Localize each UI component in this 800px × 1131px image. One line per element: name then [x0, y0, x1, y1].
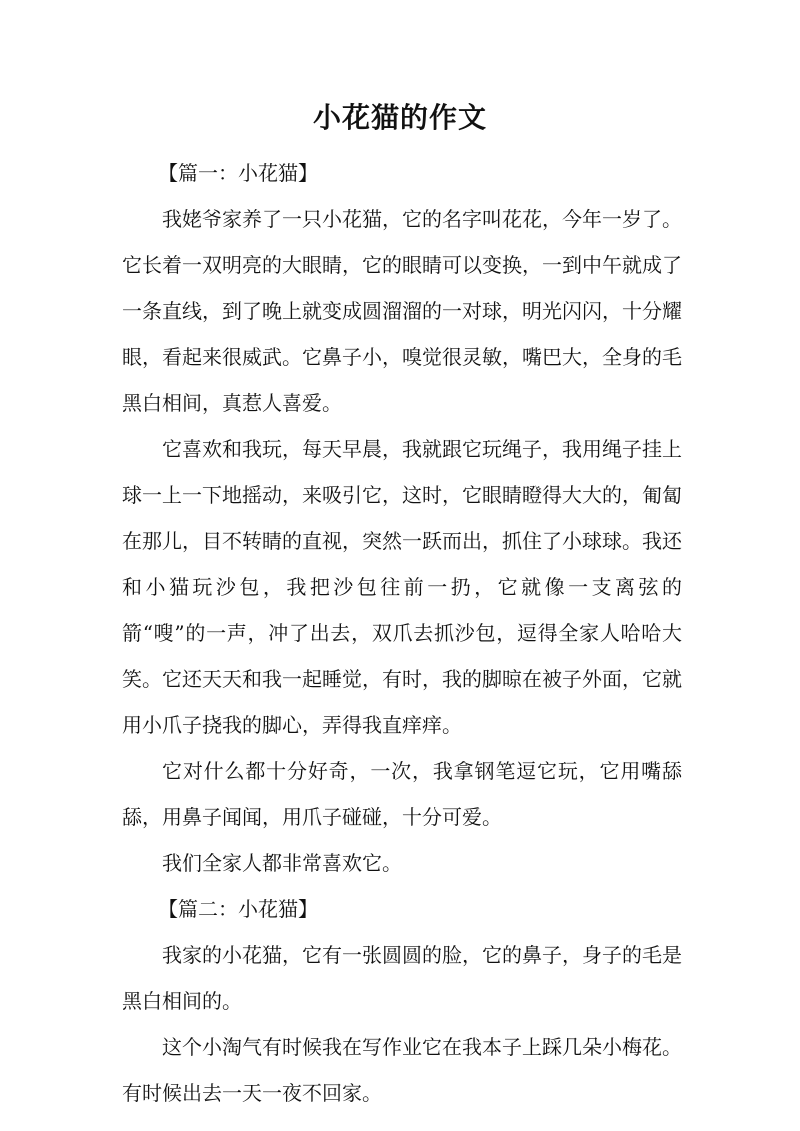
document-title: 小花猫的作文 — [312, 101, 487, 134]
paragraph: 我姥爷家养了一只小花猫，它的名字叫花花，今年一岁了。它长着一双明亮的大眼睛，它的眼睛可以变换，一到中午就成了一条直线，到了晚上就变成圆溜溜的一对球，明光闪闪，十分耀眼，看起来很威武。它鼻子小，嗅觉很灵敏，嘴巴大，全身的毛黑白相间，真惹人喜爱。 — [122, 207, 682, 415]
paragraph: 它喜欢和我玩，每天早晨，我就跟它玩绳子，我用绳子挂上球一上一下地摇动，来吸引它，这时，它眼睛瞪得大大的，匍匐在那儿，目不转睛的直视，突然一跃而出，抓住了小球球。我还和小猫玩沙包，我把沙包往前一扔，它就像一支离弦的箭“嗖”的一声，冲了出去，双爪去抓沙包，逗得全家人哈哈大笑。它还天天和我一起睡觉，有时，我的脚晾在被子外面，它就用小爪子挠我的脚心，弄得我直痒痒。 — [122, 437, 682, 737]
paragraph: 我们全家人都非常喜欢它。 — [162, 851, 402, 875]
section-heading-1: 【篇一：小花猫】 — [158, 161, 318, 185]
paragraph: 我家的小花猫，它有一张圆圆的脸，它的鼻子，身子的毛是黑白相间的。 — [122, 943, 682, 1013]
section-heading-2: 【篇二：小花猫】 — [158, 897, 318, 921]
paragraph: 它对什么都十分好奇，一次，我拿钢笔逗它玩，它用嘴舔舔，用鼻子闻闻，用爪子碰碰，十分可爱。 — [122, 759, 682, 829]
paragraph: 这个小淘气有时候我在写作业它在我本子上踩几朵小梅花。有时候出去一天一夜不回家。 — [122, 1035, 682, 1105]
document-body — [122, 150, 682, 1116]
